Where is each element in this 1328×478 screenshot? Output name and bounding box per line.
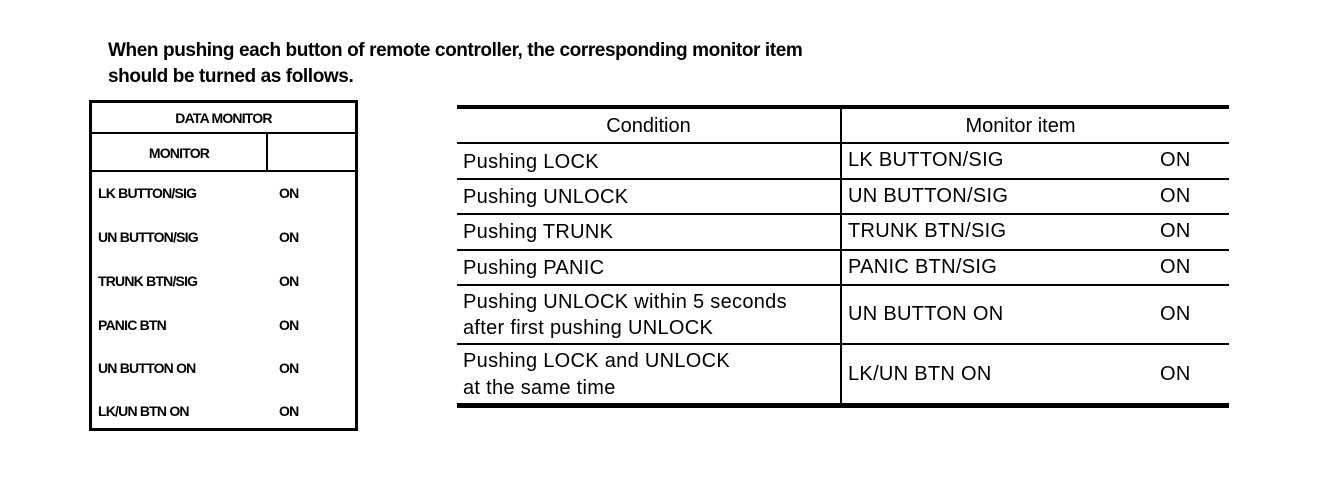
monitor-item-cell: TRUNK BTN/SIG xyxy=(848,220,1007,242)
intro-text xyxy=(108,38,802,90)
monitor-header-divider xyxy=(92,170,355,172)
intro-line-2: should be turned as follows. xyxy=(108,66,354,87)
condition-cell-line-1: Pushing UNLOCK within 5 seconds xyxy=(463,291,787,313)
table-column-divider xyxy=(840,109,842,403)
monitor-value-cell: ON xyxy=(1160,363,1191,385)
monitor-item-value: ON xyxy=(279,360,299,376)
monitor-row xyxy=(92,314,355,336)
condition-cell: Pushing LOCK xyxy=(463,151,599,173)
monitor-item-cell: LK BUTTON/SIG xyxy=(848,149,1004,171)
monitor-row xyxy=(92,226,355,248)
condition-cell-line-2: after first pushing UNLOCK xyxy=(463,317,714,339)
monitor-item-cell: PANIC BTN/SIG xyxy=(848,256,998,278)
monitor-row xyxy=(92,182,355,204)
monitor-row xyxy=(92,400,355,422)
monitor-item-name: UN BUTTON ON xyxy=(98,360,196,376)
table-row-divider xyxy=(457,213,1229,215)
monitor-item-value: ON xyxy=(279,317,299,333)
monitor-value-cell: ON xyxy=(1160,185,1191,207)
monitor-item-name: LK/UN BTN ON xyxy=(98,403,189,419)
table-bottom-rule xyxy=(457,403,1229,408)
condition-cell: Pushing PANIC xyxy=(463,257,605,279)
intro-line-1: When pushing each button of remote controller, the corresponding monitor item xyxy=(108,40,803,61)
monitor-value-cell: ON xyxy=(1160,220,1191,242)
monitor-row xyxy=(92,270,355,292)
condition-table xyxy=(457,105,1229,408)
monitor-item-header: Monitor item xyxy=(965,115,1076,137)
monitor-item-cell: UN BUTTON ON xyxy=(848,303,1004,325)
condition-cell-line-1: Pushing LOCK and UNLOCK xyxy=(463,350,731,372)
monitor-row xyxy=(92,357,355,379)
condition-cell: Pushing TRUNK xyxy=(463,221,614,243)
monitor-item-cell: UN BUTTON/SIG xyxy=(848,185,1009,207)
monitor-item-value: ON xyxy=(279,403,299,419)
monitor-item-name: UN BUTTON/SIG xyxy=(98,229,198,245)
condition-header: Condition xyxy=(606,115,691,137)
monitor-header-blank-cell xyxy=(266,134,355,170)
table-row-divider xyxy=(457,142,1229,144)
table-row-divider xyxy=(457,178,1229,180)
monitor-item-name: LK BUTTON/SIG xyxy=(98,185,197,201)
monitor-item-value: ON xyxy=(279,229,299,245)
monitor-value-cell: ON xyxy=(1160,256,1191,278)
table-row-divider xyxy=(457,284,1229,286)
table-row-divider xyxy=(457,249,1229,251)
monitor-value-cell: ON xyxy=(1160,303,1191,325)
monitor-value-cell: ON xyxy=(1160,149,1191,171)
monitor-item-value: ON xyxy=(279,185,299,201)
table-top-rule xyxy=(457,105,1229,109)
condition-cell: Pushing UNLOCK xyxy=(463,186,629,208)
table-row-divider xyxy=(457,343,1229,345)
condition-cell-line-2: at the same time xyxy=(463,377,616,399)
monitor-item-name: PANIC BTN xyxy=(98,317,166,333)
monitor-item-value: ON xyxy=(279,273,299,289)
data-monitor-title: DATA MONITOR xyxy=(92,103,355,134)
monitor-column-header: MONITOR xyxy=(148,145,210,161)
monitor-item-cell: LK/UN BTN ON xyxy=(848,363,992,385)
monitor-item-name: TRUNK BTN/SIG xyxy=(98,273,198,289)
data-monitor-panel xyxy=(89,100,358,431)
